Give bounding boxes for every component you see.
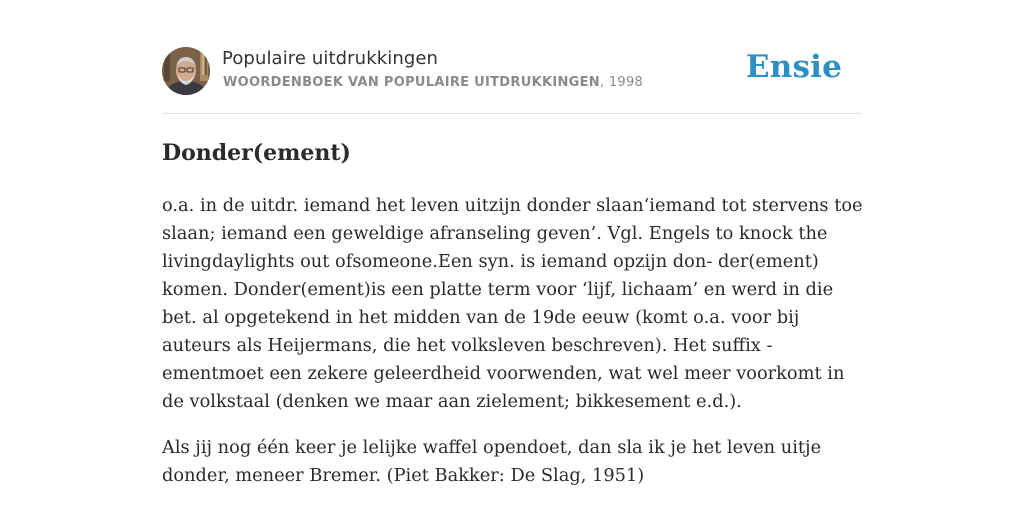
entry-body <box>162 192 864 508</box>
author-portrait-icon <box>162 47 210 95</box>
entry-paragraph: o.a. in de uitdr. iemand het leven uitzijn donder slaan‘iemand tot stervens toe slaan; iemand een geweldige afranseling geven’. Vgl. Engels to knock the livingdaylights out ofsomeone.Een syn. is iemand opzijn don- der(ement) komen. Donder(ement)is een platte term voor ‘lijf, lichaam’ en werd in die bet. al opgetekend in het midden van de 19de eeuw (komt o.a. voor bij auteurs als Heijermans, die het volksleven beschreven). Het suffix -ementmoet een zekere geleerdheid voorwenden, wat wel meer voorkomt in de volkstaal (denken we maar aan zielement; bikkesement e.d.). <box>162 195 863 412</box>
source-subtitle <box>223 75 643 90</box>
entry-card <box>162 44 863 486</box>
source-title[interactable]: Populaire uitdrukkingen <box>222 48 439 69</box>
source-publication: WOORDENBOEK VAN POPULAIRE UITDRUKKINGEN <box>223 75 600 90</box>
ensie-logo-link[interactable]: Ensie <box>745 49 842 85</box>
entry-example-paragraph: Als jij nog één keer je lelijke waffel opendoet, dan sla ik je het leven uitje donder, meneer Bremer. (Piet Bakker: De Slag, 1951) <box>162 437 822 486</box>
entry-title: Donder(ement) <box>162 140 351 166</box>
source-year: , 1998 <box>599 75 644 90</box>
author-avatar[interactable] <box>162 47 210 95</box>
source-header <box>162 44 862 114</box>
